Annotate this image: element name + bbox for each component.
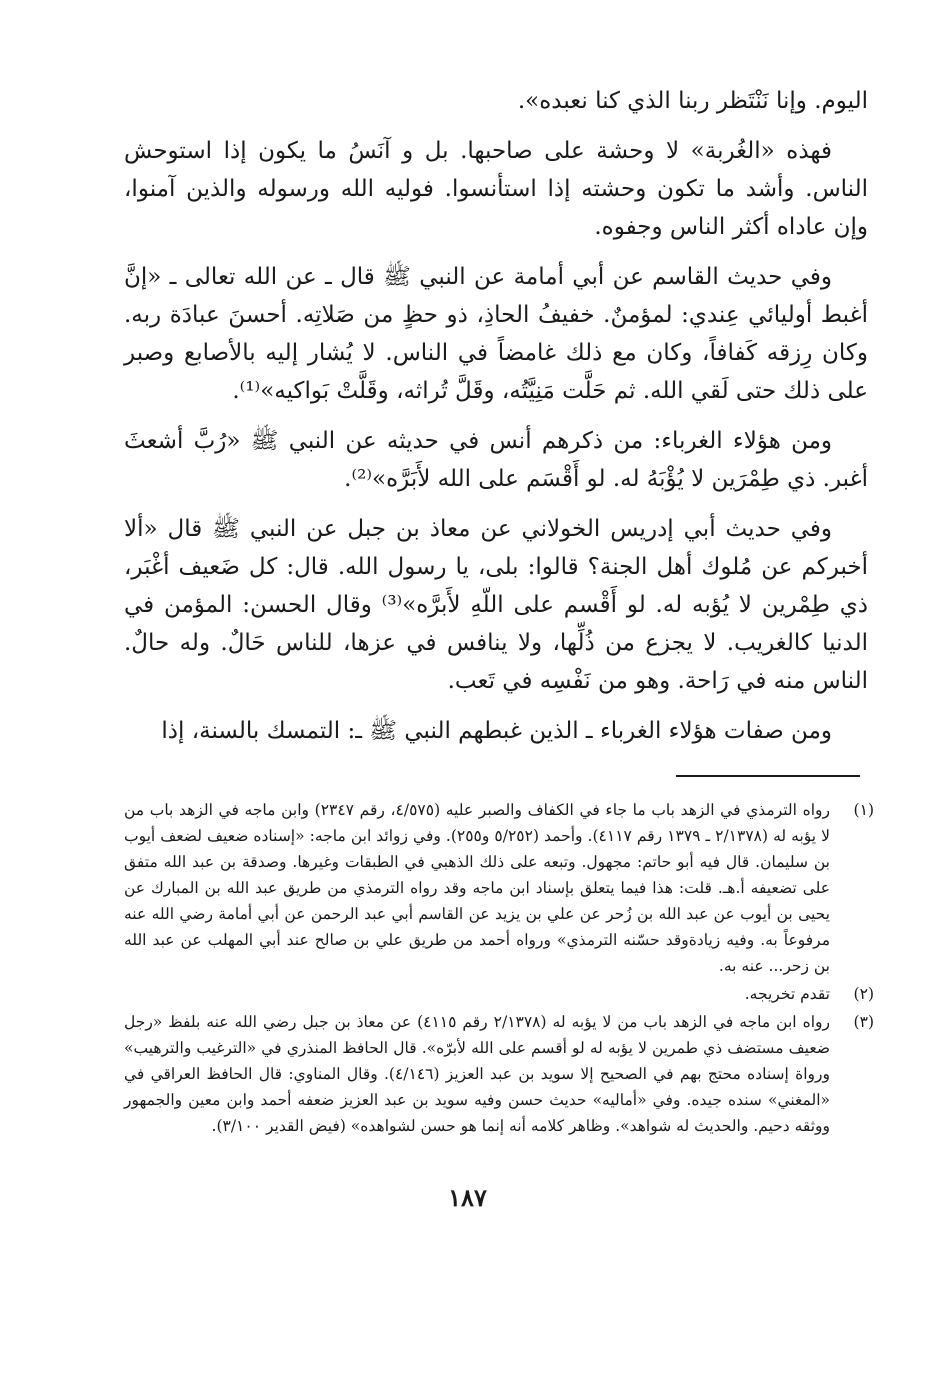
paragraph-1: اليوم. وإنا نَنْتَظر ربنا الذي كنا نعبده». <box>517 88 868 114</box>
page-number: ١٨٧ <box>448 1183 487 1212</box>
footnote-number: (٢) <box>853 985 874 1003</box>
paragraph-5: وفي حديث أبي إدريس الخولاني عن معاذ بن جبل عن النبي ﷺ قال «ألا أخبركم عن مُلوك أهل الجنة؟ قالوا: بلى، يا رسول الله. قال: كل ضَعيف أغْبَر، ذي طِمْرين لا يُؤبه له. لو أَقْسم على اللّهِ لأَبرَّه»⁽³⁾ وقال الحسن: المؤمن في الدنيا كالغريب. لا يجزع من ذُلِّها، ولا ينافس في عزها، للناس حَالٌ. وله حالٌ. الناس منه في رَاحة. وهو من نَفْسِه في تَعب. <box>124 516 868 694</box>
footnote-3 <box>124 1009 874 1139</box>
footnotes <box>124 797 874 1141</box>
paragraph-3: وفي حديث القاسم عن أبي أمامة عن النبي ﷺ قال ـ عن الله تعالى ـ «إنَّ أغبط أوليائي عِندي: لمؤمنٌ. خفيفُ الحاذِ، ذو حظٍ من صَلاتِه. أحسنَ عبادَة ربه. وكان رِزقه كَفافاً، وكان مع ذلك غامضاً في الناس. لا يُشار إليه بالأصابع وصبر على ذلك حتى لَقي الله. ثم حَلَّت مَنِيَّتُه، وقَلَّ تُراثه، وقَلَّتْ بَواكيه»⁽¹⁾. <box>124 264 868 404</box>
footnote-text: رواه الترمذي في الزهد باب ما جاء في الكفاف والصبر عليه (٤/٥٧٥، رقم ٢٣٤٧) وابن ماجه في الزهد باب من لا يؤبه له (٢/١٣٧٨ ـ ١٣٧٩ رقم ٤١١٧). وأحمد (٥/٢٥٢ و٢٥٥). وفي زوائد ابن ماجه: «إسناده ضعيف لضعف أيوب بن سليمان. قال فيه أبو حاتم: مجهول. وتبعه على ذلك الذهبي في الطبقات وغيرها. وصدقة بن عبد الله متفق على تضعيفه أ.هـ. قلت: هذا فيما يتعلق بإسناد ابن ماجه وقد رواه الترمذي من طريق عبد الله بن المبارك عن يحيى بن أيوب عن عبد الله بن زُحر عن علي بن يزيد عن القاسم أبي عبد الرحمن عن أبي أمامة رضي الله عنه مرفوعاً به. وفيه زيادةوقد حسّنه الترمذي» ورواه أحمد من طريق علي بن صالح عند أبي المهلب عن عبد الله بن زحر... عنه به. <box>124 801 830 975</box>
footnote-number: (٣) <box>853 1013 874 1031</box>
paragraph-4: ومن هؤلاء الغرباء: من ذكرهم أنس في حديثه عن النبي ﷺ «رُبَّ أشعثَ أغبر. ذي طِمْرَين لا يُؤْبَهُ له. لو أَقْسَم على الله لأَبَرَّه»⁽²⁾. <box>124 428 868 492</box>
footnote-2 <box>124 981 874 1007</box>
footnote-text: رواه ابن ماجه في الزهد باب من لا يؤبه له (٢/١٣٧٨ رقم ٤١١٥) عن معاذ بن جبل رضي الله عنه بلفظ «رجل ضعيف مستضف ذي طمرين لا يؤبه له لو أقسم على الله لأبرّه». قال الحافظ المنذري في «الترغيب والترهيب» ورواة إسناده محتج بهم في الصحيح إلا سويد بن عبد العزيز (٤/١٤٦). وقال المناوي: قال الحافظ العراقي في «المغني» سنده جيده. وفي «أماليه» حديث حسن وفيه سويد بن عبد العزيز ضعفه أحمد وابن معين والجمهور ووثقه دحيم. والحديث له شواهد». وظاهر كلامه أنه إنما هو حسن لشواهده» (فيض القدير ٣/١٠٠). <box>124 1013 830 1135</box>
footnote-number: (١) <box>853 801 874 819</box>
main-text <box>124 82 868 762</box>
footnote-text: تقدم تخريجه. <box>744 985 830 1003</box>
paragraph-2: فهذه «الغُربة» لا وحشة على صاحبها. بل و آنَسُ ما يكون إذا استوحش الناس. وأشد ما تكون وحشته إذا استأنسوا. فوليه الله ورسوله والذين آمنوا، وإن عاداه أكثر الناس وجفوه. <box>124 138 868 240</box>
footnote-1 <box>124 797 874 979</box>
footnote-separator <box>676 775 860 777</box>
paragraph-6: ومن صفات هؤلاء الغرباء ـ الذين غبطهم النبي ﷺ ـ: التمسك بالسنة، إذا <box>161 718 832 744</box>
